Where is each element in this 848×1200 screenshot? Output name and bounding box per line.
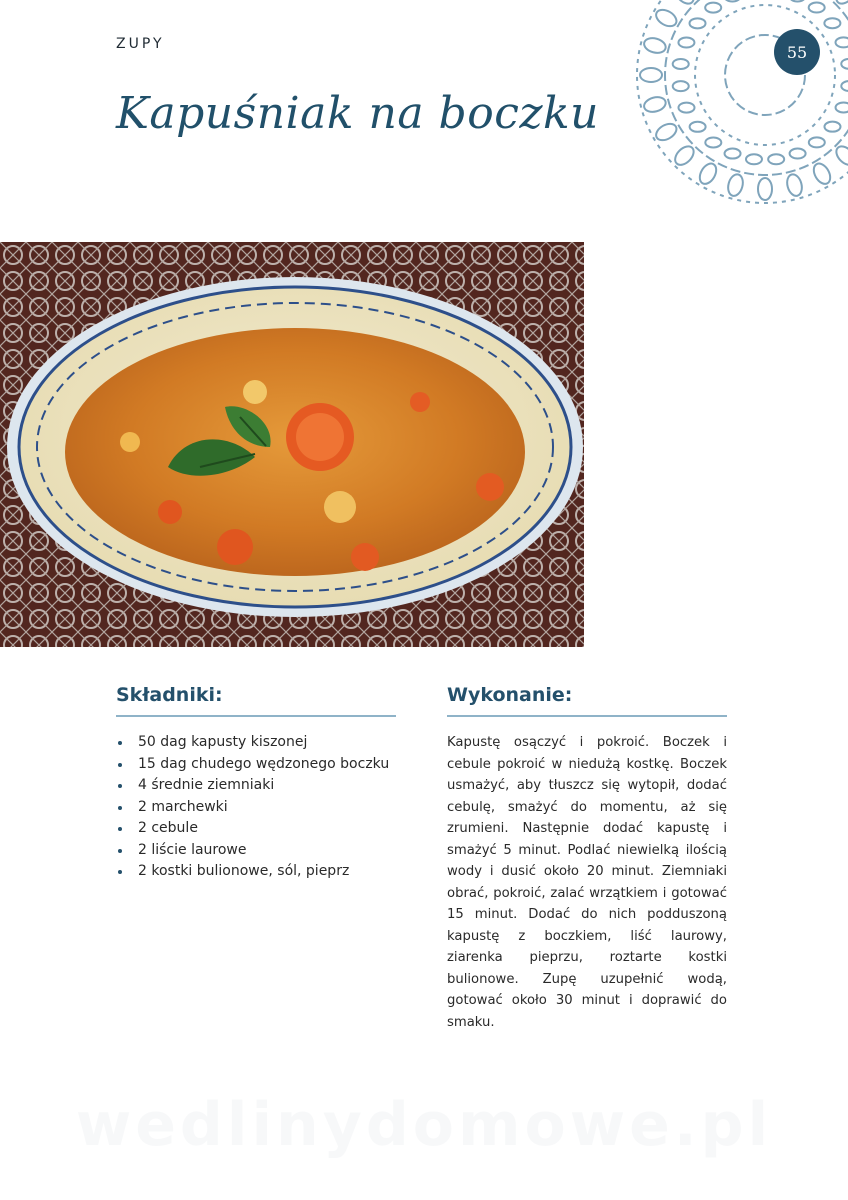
- method-heading: Wykonanie:: [447, 684, 573, 706]
- ingredients-list: [116, 732, 406, 883]
- section-label: ZUPY: [116, 36, 165, 52]
- doily-ornament: [620, 0, 848, 220]
- ingredient-item: 50 dag kapusty kiszonej: [116, 732, 406, 754]
- ingredient-item: 2 kostki bulionowe, sól, pieprz: [116, 861, 406, 883]
- ingredient-item: 15 dag chudego wędzonego boczku: [116, 754, 406, 776]
- ingredients-divider: [116, 715, 396, 717]
- ingredient-item: 4 średnie ziemniaki: [116, 775, 406, 797]
- method-text: Kapustę osączyć i pokroić. Boczek i cebule pokroić w niedużą kostkę. Boczek usmażyć, aby tłuszcz się wytopił, dodać cebulę, smażyć do momentu, aż się zrumieni. Następnie dodać kapustę i smażyć 5 minut. Podlać niewielką ilością wody i dusić około 20 minut. Ziemniaki obrać, pokroić, zalać wrzątkiem i gotować 15 minut. Dodać do nich podduszoną kapustę z boczkiem, liść laurowy, ziarenka pieprzu, roztarte kostki bulionowe. Zupę uzupełnić wodą, gotować około 30 minut i doprawić do smaku.: [447, 735, 727, 1030]
- page-number-badge: 55: [774, 29, 820, 75]
- watermark: wedlinydomowe.pl: [75, 1090, 773, 1160]
- recipe-title: Kapuśniak na boczku: [116, 88, 600, 139]
- ingredient-item: 2 liście laurowe: [116, 840, 406, 862]
- method-divider: [447, 715, 727, 717]
- soup-bowl-photo: [0, 242, 584, 647]
- ingredient-item: 2 cebule: [116, 818, 406, 840]
- ingredient-item: 2 marchewki: [116, 797, 406, 819]
- ingredients-heading: Składniki:: [116, 684, 223, 706]
